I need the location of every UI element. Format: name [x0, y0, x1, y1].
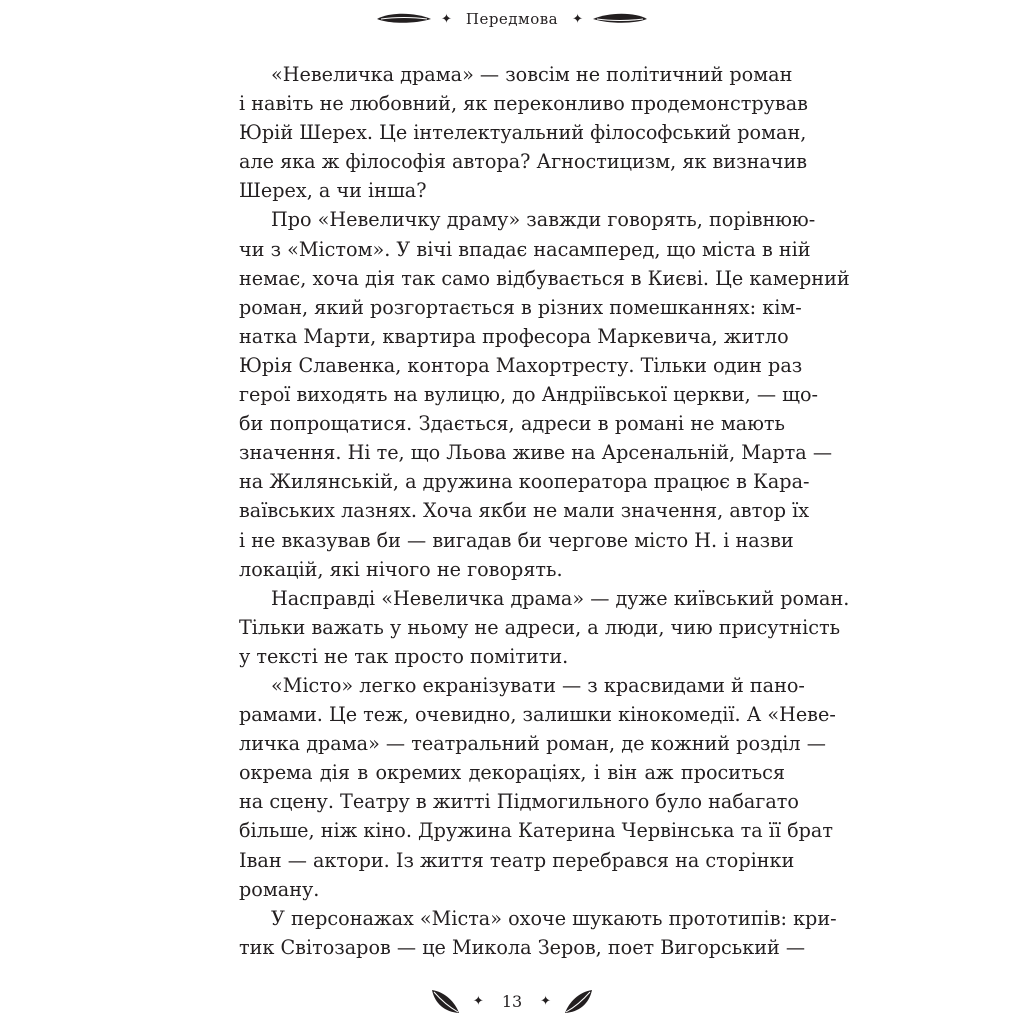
text-line: і не вказував би — вигадав би чергове місто Н. і назви: [239, 528, 794, 552]
text-line: би попрощатися. Здається, адреси в романі не мають: [239, 412, 785, 436]
text-line: немає, хоча дія так само відбувається в Києві. Це камерний: [239, 266, 850, 290]
text-line: роман, який розгортається в різних помешканнях: кім-: [239, 295, 802, 319]
page-footer: [0, 983, 1024, 1019]
header-title: Передмова: [465, 10, 559, 28]
body-text: [239, 60, 850, 962]
text-line: Юрія Славенка, контора Махортресту. Тільки один раз: [239, 353, 803, 377]
leaf-ornament-left-icon: [375, 12, 433, 26]
star-ornament-icon: ✦: [472, 993, 484, 1009]
text-line: на сцену. Театру в житті Підмогильного було набагато: [239, 790, 799, 814]
text-line: герої виходять на вулицю, до Андріївської церкви, — що-: [239, 383, 819, 407]
text-line: натка Марти, квартира професора Маркевича, житло: [239, 324, 789, 348]
leaf-ornament-right-icon: [561, 986, 595, 1016]
page-body: [239, 60, 850, 962]
star-ornament-icon: ✦: [540, 993, 552, 1009]
page-number: 13: [501, 991, 523, 1011]
text-line: Про «Невеличку драму» завжди говорять, порівнюю-: [271, 208, 816, 232]
text-line: Іван — актори. Із життя театр перебрався на сторінки: [239, 848, 795, 872]
text-line: значення. Ні те, що Льова живе на Арсенальній, Марта —: [239, 441, 833, 465]
text-line: у тексті не так просто помітити.: [239, 644, 569, 668]
star-ornament-icon: ✦: [572, 11, 584, 27]
text-line: роману.: [239, 877, 320, 901]
text-line: на Жилянській, а дружина кооператора працює в Кара-: [239, 470, 810, 494]
text-line: більше, ніж кіно. Дружина Катерина Червінська та її брат: [239, 819, 833, 843]
leaf-ornament-right-icon: [591, 12, 649, 26]
text-line: тик Світозаров — це Микола Зеров, поет Вигорський —: [239, 935, 806, 959]
text-line: окрема дія в окремих декораціях, і він аж проситься: [239, 761, 785, 785]
text-line: личка драма» — театральний роман, де кожний розділ —: [239, 732, 826, 756]
text-line: Тільки важать у ньому не адреси, а люди, чию присутність: [239, 615, 841, 639]
running-header: [0, 4, 1024, 34]
text-line: і навіть не любовний, як переконливо продемонстрував: [239, 92, 808, 116]
text-line: «Місто» легко екранізувати — з красвидами й пано-: [271, 673, 805, 697]
text-line: У персонажах «Міста» охоче шукають прототипів: кри-: [271, 906, 837, 930]
text-line: чи з «Містом». У вічі впадає насамперед, що міста в ній: [239, 237, 811, 261]
text-line: локацій, які нічого не говорять.: [239, 557, 563, 581]
text-line: Юрій Шерех. Це інтелектуальний філософський роман,: [239, 121, 807, 145]
text-line: але яка ж філософія автора? Агностицизм, як визначив: [239, 150, 808, 174]
text-line: Шерех, а чи інша?: [239, 179, 427, 203]
text-line: ваївських лазнях. Хоча якби не мали значення, автор їх: [239, 499, 810, 523]
star-ornament-icon: ✦: [440, 11, 452, 27]
text-line: Насправді «Невеличка драма» — дуже київський роман.: [271, 586, 850, 610]
text-line: «Невеличка драма» — зовсім не політичний роман: [271, 63, 793, 86]
text-line: рамами. Це теж, очевидно, залишки кінокомедії. А «Неве-: [239, 703, 836, 727]
leaf-ornament-left-icon: [429, 986, 463, 1016]
